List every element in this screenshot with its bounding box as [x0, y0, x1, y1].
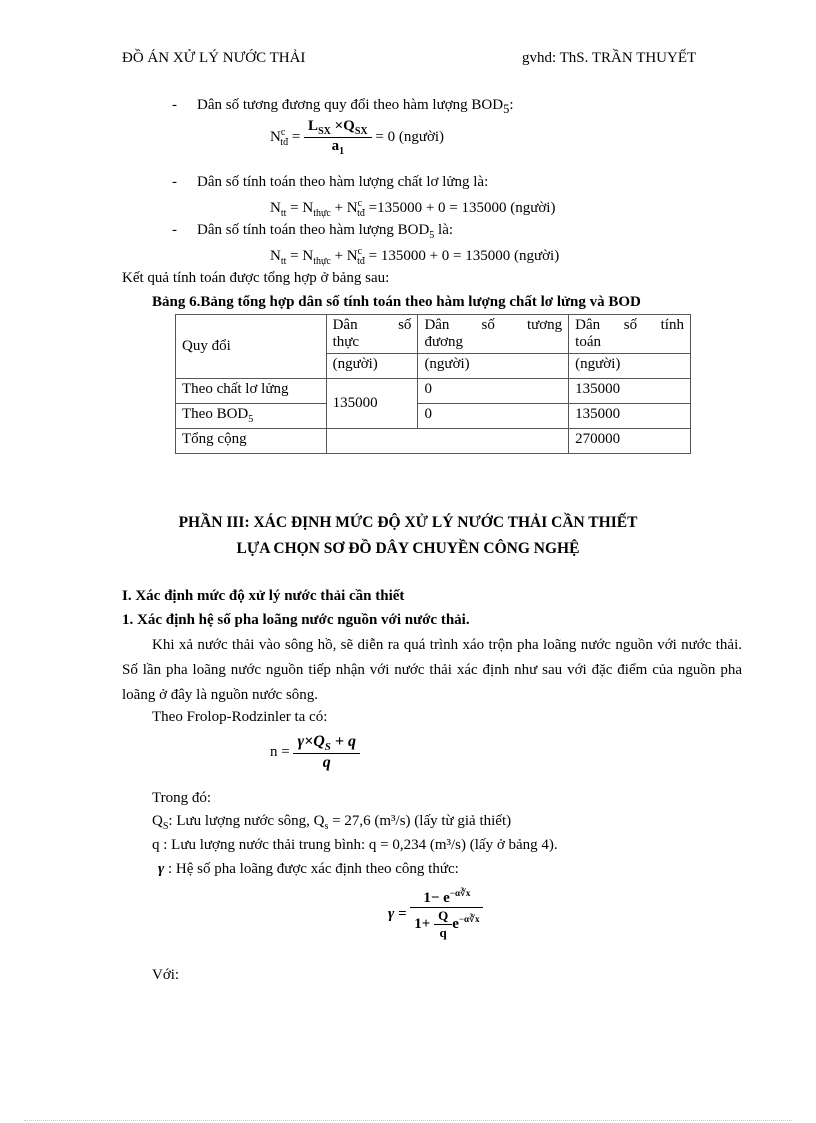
- summary-line: Kết quả tính toán được tổng hợp ở bảng sau:: [122, 270, 390, 286]
- formula-gamma: γ = $1- e^{-\alpha∛x}$ 1+ $\frac{Q}{q}$ $e^{-\alpha∛x}$: [388, 888, 483, 941]
- formula-ntd: $N^c_{tđ}$ = $\frac{L_{SX} \times Q_{SX}}{a_1}$ = 0 (người): [270, 118, 445, 157]
- cell-td: 0: [418, 379, 569, 404]
- bullet-bod-equivalent: Dân số tương đương quy đổi theo hàm lượng $BOD_5$:: [197, 97, 514, 116]
- bullet-bod: Dân số tính toán theo hàm lượng $BOD_5$ là:: [197, 222, 454, 241]
- part3-title-line1: PHẦN III: XÁC ĐỊNH MỨC ĐỘ XỬ LÝ NƯỚC THẢI CẦN THIẾT: [178, 514, 638, 531]
- table-row: [176, 429, 691, 454]
- cell-empty: [326, 429, 569, 454]
- header-quy-doi: Quy đổi: [176, 315, 327, 379]
- bullet-dash: -: [172, 174, 177, 190]
- row-label: Theo $BOD_5$: [176, 404, 327, 429]
- table-row: [176, 379, 691, 404]
- population-table: [175, 314, 691, 454]
- page-bottom-divider: [24, 1120, 792, 1121]
- subsection-heading: 1. Xác định hệ số pha loãng nước nguồn với nước thải.: [122, 612, 470, 628]
- header-left: ĐỒ ÁN XỬ LÝ NƯỚC THẢI: [122, 50, 306, 66]
- header-tuong-duong: Dân số tương đương: [418, 315, 569, 354]
- formula-ntt-ss: $N_{tt} = N_{thực} + N^c_{tđ} =135000 + 0 = 135000$ (người): [270, 198, 556, 219]
- unit-cell: (người): [326, 354, 418, 379]
- fraction-n: $\frac{\gamma\times Q_S + q}{q}$: [293, 733, 360, 772]
- formula-n: n = $\frac{\gamma\times Q_S + q}{q}$: [270, 733, 360, 772]
- definition-q: q : Lưu lượng nước thải trung bình: q = 0,234 (m³/s) (lấy ở bảng 4).: [152, 837, 558, 853]
- unit-cell: (người): [569, 354, 691, 379]
- section-heading: I. Xác định mức độ xử lý nước thải cần thiết: [122, 588, 405, 604]
- table-row: [176, 315, 691, 354]
- cell-td: 0: [418, 404, 569, 429]
- part3-title-line2: LỰA CHỌN SƠ ĐỒ DÂY CHUYỀN CÔNG NGHỆ: [236, 540, 580, 557]
- formula-ntt-bod: $N_{tt} = N_{thực} + N^c_{tđ} = 135000 + 0 = 135000$ (người): [270, 246, 560, 267]
- voi-line: Với:: [152, 967, 180, 983]
- table-row: [176, 404, 691, 429]
- unit-cell: (người): [418, 354, 569, 379]
- bullet-dash: -: [172, 222, 177, 238]
- header-tinh-toan: Dân số tính toán: [569, 315, 691, 354]
- table-caption: Bảng 6.Bảng tổng hợp dân số tính toán theo hàm lượng chất lơ lửng và BOD: [152, 294, 641, 310]
- cell-tt: 135000: [569, 379, 691, 404]
- bullet-dash: -: [172, 97, 177, 113]
- bullet-suspended-solids: Dân số tính toán theo hàm lượng chất lơ lửng là:: [197, 174, 489, 190]
- cell-tt: 135000: [569, 404, 691, 429]
- header-thuc: Dân số thực: [326, 315, 418, 354]
- cell-tt: 270000: [569, 429, 691, 454]
- header-right: gvhd: ThS. TRẦN THUYẾT: [522, 50, 697, 66]
- fraction-q-over-q: $\frac{Q}{q}$: [434, 908, 452, 941]
- row-label: Tổng cộng: [176, 429, 327, 454]
- frolop-line: Theo Frolop-Rodzinler ta có:: [152, 709, 328, 725]
- definition-gamma: γ : Hệ số pha loãng được xác định theo công thức:: [158, 861, 459, 877]
- trong-do: Trong đó:: [152, 790, 212, 806]
- definition-qs: $Q_S$: Lưu lượng nước sông, $Q_s = 27,6$ (m³/s) (lấy từ giả thiết): [152, 813, 512, 832]
- fraction-gamma: $1- e^{-\alpha∛x}$ 1+ $\frac{Q}{q}$ $e^{-\alpha∛x}$: [410, 888, 483, 941]
- row-label: Theo chất lơ lửng: [176, 379, 327, 404]
- fraction-ntd: $\frac{L_{SX} \times Q_{SX}}{a_1}$: [304, 118, 372, 157]
- paragraph-dilution: Khi xả nước thải vào sông hồ, sẽ diễn ra quá trình xáo trộn pha loãng nước nguồn với nước thải. Số lần pha loãng nước nguồn tiếp nhận với nước thải xác định như sau với đặc điểm của nguồn pha loãng ở đây là nguồn nước sông.: [122, 637, 742, 703]
- merged-thuc-value: 135000: [326, 379, 418, 429]
